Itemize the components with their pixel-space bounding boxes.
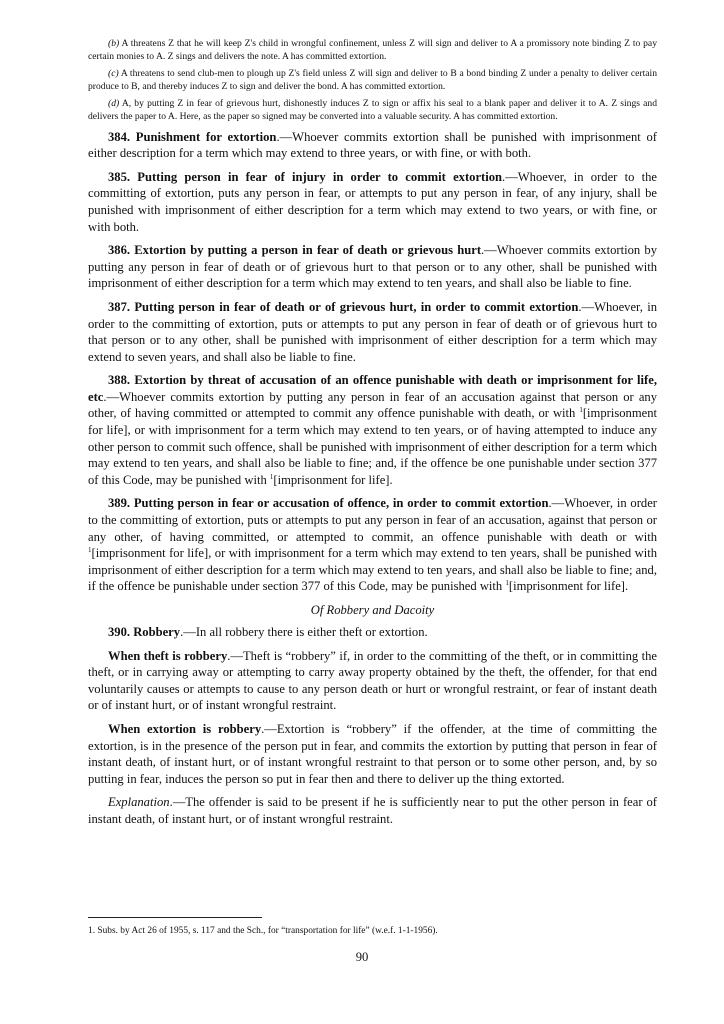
section-text: [imprisonment for life]. (273, 472, 393, 487)
chapter-subheading: Of Robbery and Dacoity (310, 603, 435, 617)
section-384 (88, 129, 657, 162)
section-text: [imprisonment for life], or with imprisonment for a term which may extend to ten years, or of having attempted to induce any other person to commit such offence, shall be punished with imprisonment of either description for a term which may extend to ten years, and shall also be liable to fine; and, if the offence be one punishable under section 377 of this Code, may be punished with (88, 406, 657, 487)
illustration-label: (b) (108, 38, 120, 49)
section-text: .—In all robbery there is either theft or extortion. (180, 625, 428, 639)
section-text: [imprisonment for life], or with imprisonment for a term which may extend to ten years, shall be punished with imprisonment of either description for a term which may extend to ten years, and shall also be liable to fine; and, if the offence be punishable under section 377 of this Code, may be punished with (88, 546, 657, 594)
explanation-label: Explanation (108, 795, 170, 810)
illustration-d (88, 98, 657, 123)
illustration-text: A, by putting Z in fear of grievous hurt, dishonestly induces Z to sign or affix his seal to a blank paper and deliver it to A. Z sings and delivers the paper to A. Here, as the paper so signed may be converted into a valuable security. A has committed extortion. (88, 98, 657, 122)
footnote-ref: 1 (269, 472, 274, 481)
illustration-text: A threatens to send club-men to plough up Z's field unless Z will sign and deliver to B a bond binding Z under a penalty to deliver certain produce to B, and thereby induces Z to sign and deliver the bond. A has committed extortion. (88, 68, 657, 92)
page-number: 90 (355, 950, 369, 964)
section-text: [imprisonment for life]. (508, 579, 629, 594)
page-body (88, 38, 657, 835)
illustration-text: A threatens Z that he will keep Z's child in wrongful confinement, unless Z will sign and deliver to A a promissory note binding Z to pay certain monies to A. Z sings and delivers the note. A has committed extortion. (88, 38, 657, 62)
section-text: .—Theft is “robbery” if, in order to the committing of the theft, or in committing the theft, or in carrying away or attempting to carry away property obtained by the theft, the offender, for that end voluntarily causes or attempts to cause to any person death or hurt or wrongful restraint, or fear of instant death or of instant hurt, or of instant wrongful restraint. (88, 648, 657, 713)
section-text: .—Whoever, in order to the committing of extortion, puts or attempts to put any person in fear of an accusation, against that person or any other, of having committed, or attempted to commit, an offence punishable with death or with (88, 496, 657, 544)
footnote-divider (88, 917, 262, 918)
section-heading: 386. Extortion by putting a person in fear of death or grievous hurt (108, 243, 482, 258)
section-heading: When theft is robbery (108, 648, 228, 663)
section-text: .—Whoever commits extortion by putting any person in fear of an accusation against that person or any other, of having committed or attempted to commit any offence punishable with death, or with (88, 389, 657, 421)
section-385 (88, 169, 657, 235)
footnote-ref: 1 (88, 546, 92, 555)
illustration-b (88, 38, 657, 63)
section-heading: 389. Putting person in fear or accusation of offence, in order to commit extortion (108, 496, 549, 511)
section-heading: 387. Putting person in fear of death or of grievous hurt, in order to commit extortion (108, 299, 579, 314)
section-heading: 385. Putting person in fear of injury in order to commit extortion (108, 169, 503, 184)
theft-robbery-paragraph (88, 648, 657, 714)
section-text: .—Whoever commits extortion by putting any person in fear of death or of grievous hurt to that person or to any other, shall be punished with imprisonment of either description for a term which may extend to ten years, and shall also be liable to fine. (88, 243, 657, 291)
section-text: .—The offender is said to be present if he is sufficiently near to put the other person in fear of instant death, of instant hurt, or of instant wrongful restraint. (88, 795, 657, 826)
section-390 (88, 624, 657, 641)
extortion-robbery-paragraph (88, 721, 657, 787)
section-388 (88, 372, 657, 488)
section-389 (88, 495, 657, 595)
footnote-ref: 1 (579, 406, 583, 415)
section-heading: 388. Extortion by threat of accusation of an offence punishable with death or imprisonment for life, etc (88, 373, 657, 404)
section-heading: When extortion is robbery (108, 721, 262, 736)
explanation-paragraph (88, 794, 657, 827)
section-text: .—Whoever, in order to the committing of extortion, puts or attempts to put any person in fear of death or of grievous hurt to that person or to any other, shall be punished with imprisonment of either description for a term which may extend to seven years, and shall also be liable to fine. (88, 299, 657, 364)
illustration-label: (d) (108, 98, 120, 110)
section-text: .—Extortion is “robbery” if the offender, at the time of committing the extortion, is in the presence of the person put in fear, and commits the extortion by putting that person in fear of instant death, of instant hurt, or of instant wrongful restraint to that person or to some other person, and, by so putting in fear, induces the person so put in fear then and there to deliver up the thing extorted. (88, 721, 657, 786)
footnote: 1. Subs. by Act 26 of 1955, s. 117 and the Sch., for “transportation for life” (w.e.f. 1-1-1956). (88, 926, 438, 936)
section-text: .—Whoever, in order to the committing of extortion, puts any person in fear, or attempts to put any person in fear, of any injury, shall be punished with imprisonment of either description for a term which may extend to two years, or with fine, or with both. (88, 169, 657, 234)
section-386 (88, 242, 657, 292)
section-heading: 384. Punishment for extortion (108, 129, 277, 144)
illustration-label: (c) (108, 68, 119, 80)
section-387 (88, 299, 657, 365)
illustration-c (88, 68, 657, 93)
footnote-ref: 1 (505, 579, 509, 588)
section-heading: 390. Robbery (108, 625, 181, 639)
section-text: .—Whoever commits extortion shall be punished with imprisonment of either description for a term which may extend to three years, or with fine, or with both. (88, 129, 657, 161)
